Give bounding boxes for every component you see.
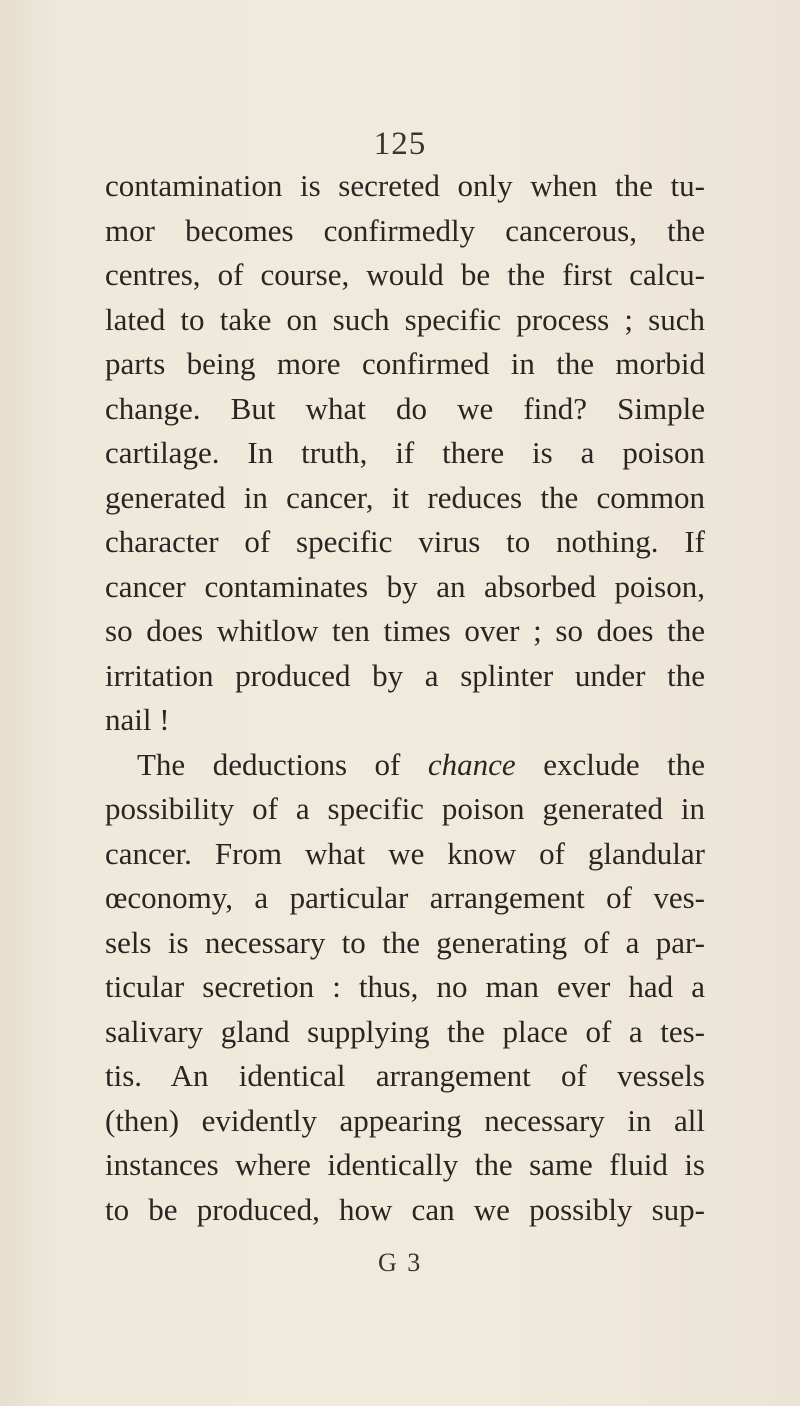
text-line: nail ! — [105, 702, 170, 737]
text-line: tis. An identical arrangement of vessels — [105, 1058, 705, 1093]
page-number: 125 — [373, 126, 427, 162]
text-line: cancer contaminates by an absorbed poison, — [105, 568, 705, 604]
text-line: contamination is secreted only when the tu- — [105, 168, 705, 203]
text-run: The deductions of — [137, 746, 428, 782]
paragraph-1 — [105, 164, 705, 743]
text-line: (then) evidently appearing necessary in all — [105, 1102, 705, 1138]
paragraph-2 — [105, 743, 705, 1233]
text-line: mor becomes confirmedly cancerous, the — [105, 212, 705, 248]
text-line: instances where identically the same fluid is — [105, 1147, 705, 1182]
text-line: character of specific virus to nothing. If — [105, 524, 705, 559]
text-line: irritation produced by a splinter under the — [105, 657, 705, 693]
text-run: exclude the — [515, 746, 706, 782]
text-line: parts being more confirmed in the morbid — [105, 346, 705, 381]
text-line-first — [105, 743, 705, 788]
signature-mark: G 3 — [378, 1248, 423, 1277]
text-line: possibility of a specific poison generated in — [105, 791, 705, 826]
text-line: change. But what do we find? Simple — [105, 390, 705, 426]
text-line: to be produced, how can we possibly sup- — [105, 1191, 705, 1227]
body-text — [105, 164, 705, 1232]
text-line: lated to take on such specific process ; such — [105, 301, 705, 337]
text-line: cancer. From what we know of glandular — [105, 835, 705, 871]
text-line: so does whitlow ten times over ; so does the — [105, 613, 705, 648]
text-line: generated in cancer, it reduces the common — [105, 479, 705, 515]
emphasis-text: chance — [427, 746, 516, 782]
text-line: centres, of course, would be the first calcu- — [105, 257, 705, 292]
text-line: sels is necessary to the generating of a par- — [105, 924, 705, 960]
text-line: cartilage. In truth, if there is a poison — [105, 435, 705, 470]
text-line: ticular secretion : thus, no man ever had a — [105, 969, 705, 1004]
text-line: salivary gland supplying the place of a tes- — [105, 1013, 705, 1049]
text-line: œconomy, a particular arrangement of ves- — [105, 880, 705, 915]
